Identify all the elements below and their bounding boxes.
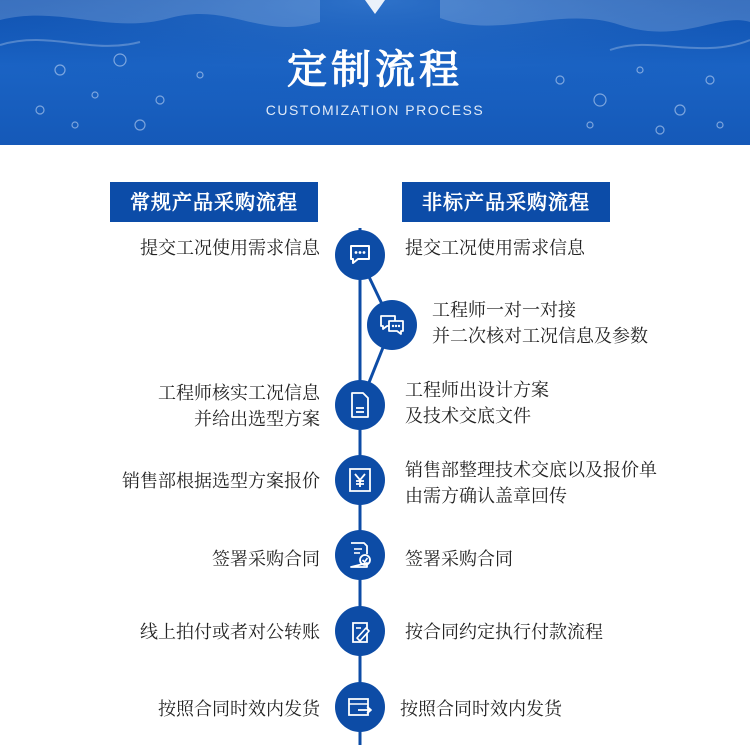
custom-step-2-line1: 工程师一对一对接 xyxy=(432,300,576,321)
custom-step-5: 签署采购合同 xyxy=(405,549,513,570)
custom-step-3-line1: 工程师出设计方案 xyxy=(405,380,549,401)
chat-bubble-icon xyxy=(335,230,385,280)
regular-step-4: 销售部根据选型方案报价 xyxy=(122,471,320,492)
regular-process-header: 常规产品采购流程 xyxy=(110,182,318,222)
signed-contract-icon xyxy=(335,530,385,580)
regular-step-7: 按照合同时效内发货 xyxy=(158,699,320,720)
custom-step-3-line2: 及技术交底文件 xyxy=(405,406,531,427)
conversation-icon xyxy=(367,300,417,350)
custom-step-2-line2: 并二次核对工况信息及参数 xyxy=(432,326,648,347)
page-subtitle: CUSTOMIZATION PROCESS xyxy=(265,102,485,118)
document-icon xyxy=(335,380,385,430)
regular-step-3-line2: 并给出选型方案 xyxy=(194,409,320,430)
payment-icon xyxy=(335,606,385,656)
shipping-icon xyxy=(335,682,385,732)
custom-step-6: 按合同约定执行付款流程 xyxy=(405,622,603,643)
page-title: 定制流程 xyxy=(287,47,463,93)
custom-step-7: 按照合同时效内发货 xyxy=(400,699,562,720)
custom-step-4-line1: 销售部整理技术交底以及报价单 xyxy=(405,460,657,481)
custom-step-4-line2: 由需方确认盖章回传 xyxy=(405,486,567,507)
regular-step-3-line1: 工程师核实工况信息 xyxy=(158,383,320,404)
yen-quote-icon xyxy=(335,455,385,505)
regular-step-6: 线上拍付或者对公转账 xyxy=(140,622,320,643)
regular-step-5: 签署采购合同 xyxy=(212,549,320,570)
regular-step-1: 提交工况使用需求信息 xyxy=(140,238,320,259)
custom-step-1: 提交工况使用需求信息 xyxy=(405,238,585,259)
custom-process-header: 非标产品采购流程 xyxy=(402,182,610,222)
